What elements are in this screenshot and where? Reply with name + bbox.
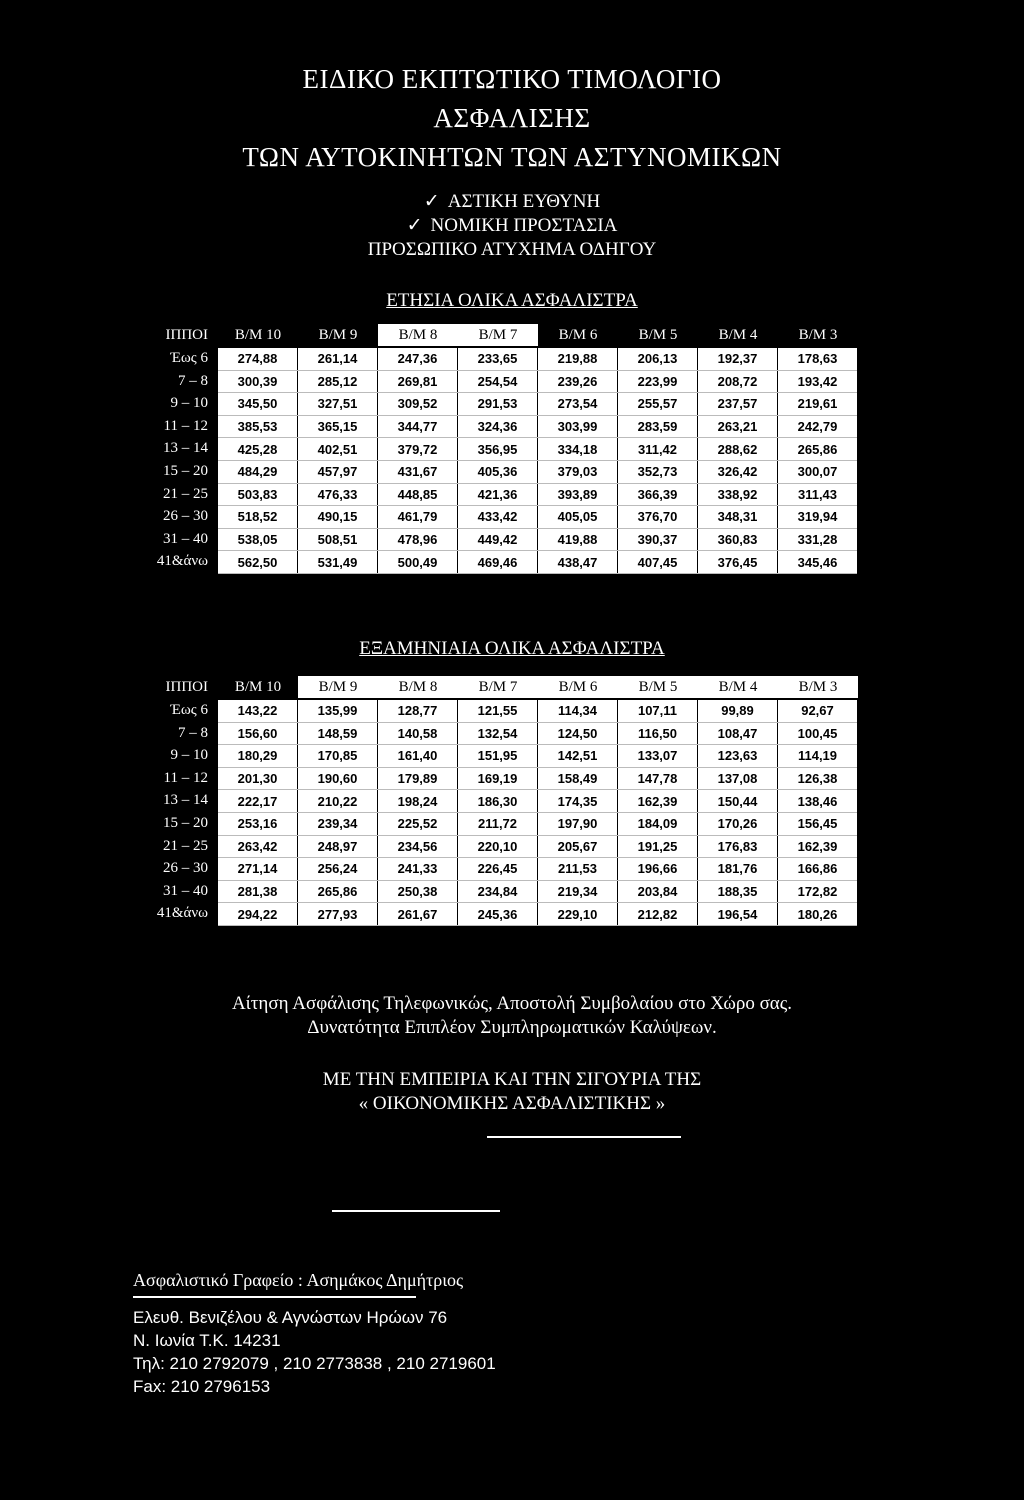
row-label: 11 – 12 — [163, 769, 208, 786]
table-cell: 457,97 — [298, 460, 378, 483]
table-cell: 254,54 — [458, 370, 538, 393]
slogan-line: « ΟΙΚΟΝΟΜΙΚΗΣ ΑΣΦΑΛΙΣΤΙΚΗΣ » — [358, 1093, 666, 1114]
table-cell: 166,86 — [778, 858, 858, 881]
table-cell: 425,28 — [218, 438, 298, 461]
table-cell: 490,15 — [298, 506, 378, 529]
table-cell: 461,79 — [378, 506, 458, 529]
column-header: Β/Μ 7 — [458, 676, 538, 698]
table-cell: 186,30 — [458, 790, 538, 813]
table-cell: 274,88 — [218, 348, 298, 370]
slogan — [0, 1068, 1024, 1116]
column-header: Β/Μ 7 — [458, 324, 538, 346]
table-cell: 150,44 — [698, 790, 778, 813]
annual-premium-table — [218, 348, 857, 574]
table-cell: 147,78 — [618, 767, 698, 790]
row-label: 21 – 25 — [163, 837, 208, 854]
table-cell: 223,99 — [618, 370, 698, 393]
table-cell: 390,37 — [618, 528, 698, 551]
row-label: 31 – 40 — [163, 882, 208, 899]
row-label: 7 – 8 — [178, 372, 208, 389]
row-label: 41&άνω — [156, 553, 208, 570]
table-cell: 433,42 — [458, 506, 538, 529]
table-cell: 219,88 — [538, 348, 618, 370]
column-header: Β/Μ 6 — [558, 327, 598, 343]
table-cell: 156,60 — [218, 722, 298, 745]
table-cell: 114,19 — [778, 745, 858, 768]
table-cell: 500,49 — [378, 551, 458, 574]
table-cell: 128,77 — [378, 700, 458, 722]
table-cell: 476,33 — [298, 483, 378, 506]
semiannual-title: ΕΞΑΜΗΝΙΑΙΑ ΟΛΙΚΑ ΑΣΦΑΛΙΣΤΡΑ — [359, 638, 665, 659]
table-cell: 283,59 — [618, 415, 698, 438]
table-cell: 138,46 — [778, 790, 858, 813]
row-header-label: ΙΠΠΟΙ — [165, 679, 208, 695]
table-cell: 271,14 — [218, 858, 298, 881]
row-label: 26 – 30 — [163, 860, 208, 877]
table-cell: 137,08 — [698, 767, 778, 790]
table-cell: 234,56 — [378, 835, 458, 858]
table-cell: 188,35 — [698, 880, 778, 903]
table-cell: 405,05 — [538, 506, 618, 529]
table-cell: 263,42 — [218, 835, 298, 858]
table-cell: 156,45 — [778, 812, 858, 835]
table-cell: 142,51 — [538, 745, 618, 768]
row-label: 9 – 10 — [170, 747, 208, 764]
table-cell: 193,42 — [778, 370, 858, 393]
column-header: Β/Μ 5 — [638, 327, 678, 343]
table-cell: 196,66 — [618, 858, 698, 881]
semiannual-premium-table — [218, 700, 857, 926]
title-line: ΕΙΔΙΚΟ ΕΚΠΤΩΤΙΚΟ ΤΙΜΟΛΟΓΙΟ — [302, 64, 722, 94]
table-cell: 393,89 — [538, 483, 618, 506]
coverage-item: ΠΡΟΣΩΠΙΚΟ ΑΤΥΧΗΜΑ ΟΔΗΓΟΥ — [367, 239, 657, 260]
table-cell: 484,29 — [218, 460, 298, 483]
table-cell: 176,83 — [698, 835, 778, 858]
table-cell: 250,38 — [378, 880, 458, 903]
column-header: Β/Μ 10 — [234, 679, 282, 695]
column-header: Β/Μ 5 — [618, 676, 698, 698]
coverage-list — [0, 190, 1024, 262]
table-cell: 205,67 — [538, 835, 618, 858]
table-row — [218, 483, 857, 506]
table-cell: 211,53 — [538, 858, 618, 881]
table-cell: 300,07 — [778, 460, 858, 483]
table-cell: 273,54 — [538, 393, 618, 416]
table-cell: 116,50 — [618, 722, 698, 745]
column-header: Β/Μ 6 — [538, 676, 618, 698]
row-label: 11 – 12 — [163, 417, 208, 434]
note-line: Δυνατότητα Επιπλέον Συμπληρωματικών Καλύψεων. — [307, 1017, 717, 1038]
table-cell: 181,76 — [698, 858, 778, 881]
table-cell: 241,33 — [378, 858, 458, 881]
table-cell: 253,16 — [218, 812, 298, 835]
table-cell: 285,12 — [298, 370, 378, 393]
table-cell: 133,07 — [618, 745, 698, 768]
coverage-item: ✓ ΑΣΤΙΚΗ ΕΥΘΥΝΗ — [423, 191, 601, 212]
table-row — [218, 745, 857, 768]
column-header: Β/Μ 4 — [698, 676, 778, 698]
table-cell: 126,38 — [778, 767, 858, 790]
table-cell: 212,82 — [618, 903, 698, 926]
row-header-label: ΙΠΠΟΙ — [165, 327, 208, 343]
column-header: Β/Μ 8 — [378, 676, 458, 698]
table-cell: 100,45 — [778, 722, 858, 745]
table-cell: 449,42 — [458, 528, 538, 551]
column-header: Β/Μ 3 — [778, 676, 858, 698]
column-header: Β/Μ 4 — [718, 327, 758, 343]
table-cell: 311,43 — [778, 483, 858, 506]
table-cell: 211,72 — [458, 812, 538, 835]
table-cell: 538,05 — [218, 528, 298, 551]
row-label: Έως 6 — [170, 350, 208, 366]
table-row — [218, 880, 857, 903]
table-cell: 162,39 — [618, 790, 698, 813]
address-line: Fax: 210 2796153 — [133, 1377, 271, 1396]
table-cell: 319,94 — [778, 506, 858, 529]
row-label: 21 – 25 — [163, 485, 208, 502]
table-cell: 132,54 — [458, 722, 538, 745]
table-cell: 219,34 — [538, 880, 618, 903]
table-row — [218, 460, 857, 483]
table-cell: 196,54 — [698, 903, 778, 926]
table-cell: 184,09 — [618, 812, 698, 835]
address-line: Ν. Ιωνία Τ.Κ. 14231 — [133, 1331, 281, 1350]
row-label: 9 – 10 — [170, 395, 208, 412]
slogan-line: ΜΕ ΤΗΝ ΕΜΠΕΙΡΙΑ ΚΑΙ ΤΗΝ ΣΙΓΟΥΡΙΑ ΤΗΣ — [322, 1069, 702, 1090]
table-cell: 201,30 — [218, 767, 298, 790]
annual-title: ΕΤΗΣΙΑ ΟΛΙΚΑ ΑΣΦΑΛΙΣΤΡΑ — [386, 290, 638, 311]
table-cell: 256,24 — [298, 858, 378, 881]
table-cell: 206,13 — [618, 348, 698, 370]
table-cell: 345,50 — [218, 393, 298, 416]
table-cell: 366,39 — [618, 483, 698, 506]
table-cell: 178,63 — [778, 348, 858, 370]
divider — [487, 1136, 681, 1138]
table-row — [218, 370, 857, 393]
table-cell: 239,26 — [538, 370, 618, 393]
table-row — [218, 348, 857, 370]
checkmark-icon: ✓ — [406, 215, 423, 236]
table-cell: 108,47 — [698, 722, 778, 745]
table-row — [218, 903, 857, 926]
table-cell: 402,51 — [298, 438, 378, 461]
table-cell: 405,36 — [458, 460, 538, 483]
office-name: Ασφαλιστικό Γραφείο : Ασημάκος Δημήτριος — [133, 1270, 464, 1290]
table-cell: 263,21 — [698, 415, 778, 438]
row-label: 13 – 14 — [163, 440, 208, 457]
table-cell: 326,42 — [698, 460, 778, 483]
table-cell: 229,10 — [538, 903, 618, 926]
office-address — [133, 1306, 496, 1398]
table-cell: 334,18 — [538, 438, 618, 461]
table-row — [218, 506, 857, 529]
table-cell: 438,47 — [538, 551, 618, 574]
table-cell: 162,39 — [778, 835, 858, 858]
table-cell: 448,85 — [378, 483, 458, 506]
table-cell: 431,67 — [378, 460, 458, 483]
table-cell: 376,70 — [618, 506, 698, 529]
checkmark-icon: ✓ — [423, 191, 440, 212]
table-cell: 348,31 — [698, 506, 778, 529]
table-cell: 158,49 — [538, 767, 618, 790]
table-cell: 300,39 — [218, 370, 298, 393]
table-cell: 356,95 — [458, 438, 538, 461]
document-title — [0, 60, 1024, 177]
table-row — [218, 551, 857, 574]
table-cell: 269,81 — [378, 370, 458, 393]
table-cell: 518,52 — [218, 506, 298, 529]
table-cell: 219,61 — [778, 393, 858, 416]
table-cell: 379,72 — [378, 438, 458, 461]
table-cell: 190,60 — [298, 767, 378, 790]
table-cell: 508,51 — [298, 528, 378, 551]
table-cell: 421,36 — [458, 483, 538, 506]
table-row — [218, 790, 857, 813]
table-cell: 222,17 — [218, 790, 298, 813]
table-cell: 170,26 — [698, 812, 778, 835]
table-cell: 180,29 — [218, 745, 298, 768]
table-cell: 309,52 — [378, 393, 458, 416]
table-cell: 265,86 — [298, 880, 378, 903]
table-row — [218, 722, 857, 745]
coverage-item: ✓ ΝΟΜΙΚΗ ΠΡΟΣΤΑΣΙΑ — [406, 215, 618, 236]
table-cell: 291,53 — [458, 393, 538, 416]
table-cell: 179,89 — [378, 767, 458, 790]
table-cell: 169,19 — [458, 767, 538, 790]
notes — [0, 992, 1024, 1040]
row-label: Έως 6 — [170, 702, 208, 718]
column-header: Β/Μ 8 — [378, 324, 458, 346]
table-cell: 135,99 — [298, 700, 378, 722]
table-cell: 234,84 — [458, 880, 538, 903]
table-cell: 531,49 — [298, 551, 378, 574]
table-cell: 225,52 — [378, 812, 458, 835]
table-row — [218, 767, 857, 790]
table-cell: 352,73 — [618, 460, 698, 483]
table-cell: 143,22 — [218, 700, 298, 722]
table-cell: 239,34 — [298, 812, 378, 835]
table-cell: 197,90 — [538, 812, 618, 835]
row-label: 7 – 8 — [178, 724, 208, 741]
annual-column-header — [0, 324, 1024, 346]
table-cell: 107,11 — [618, 700, 698, 722]
table-cell: 385,53 — [218, 415, 298, 438]
row-label: 31 – 40 — [163, 530, 208, 547]
table-cell: 220,10 — [458, 835, 538, 858]
table-row — [218, 700, 857, 722]
table-row — [218, 528, 857, 551]
table-cell: 247,36 — [378, 348, 458, 370]
table-cell: 121,55 — [458, 700, 538, 722]
address-line: Τηλ: 210 2792079 , 210 2773838 , 210 2719601 — [133, 1354, 496, 1373]
table-cell: 123,63 — [698, 745, 778, 768]
table-cell: 562,50 — [218, 551, 298, 574]
table-cell: 303,99 — [538, 415, 618, 438]
table-cell: 376,45 — [698, 551, 778, 574]
table-cell: 198,24 — [378, 790, 458, 813]
table-cell: 503,83 — [218, 483, 298, 506]
table-cell: 226,45 — [458, 858, 538, 881]
table-cell: 192,37 — [698, 348, 778, 370]
table-cell: 360,83 — [698, 528, 778, 551]
table-row — [218, 835, 857, 858]
note-line: Αίτηση Ασφάλισης Τηλεφωνικώς, Αποστολή Συμβολαίου στο Χώρο σας. — [231, 993, 793, 1014]
table-cell: 261,14 — [298, 348, 378, 370]
table-cell: 161,40 — [378, 745, 458, 768]
table-cell: 124,50 — [538, 722, 618, 745]
semiannual-column-header — [0, 676, 1024, 698]
table-cell: 338,92 — [698, 483, 778, 506]
table-cell: 288,62 — [698, 438, 778, 461]
column-header: Β/Μ 9 — [318, 327, 358, 343]
row-label: 15 – 20 — [163, 815, 208, 831]
table-cell: 311,42 — [618, 438, 698, 461]
table-cell: 478,96 — [378, 528, 458, 551]
title-line: ΤΩΝ ΑΥΤΟΚΙΝΗΤΩΝ ΤΩΝ ΑΣΤΥΝΟΜΙΚΩΝ — [242, 142, 782, 172]
table-cell: 148,59 — [298, 722, 378, 745]
table-cell: 114,34 — [538, 700, 618, 722]
table-cell: 208,72 — [698, 370, 778, 393]
divider — [332, 1210, 500, 1212]
table-cell: 170,85 — [298, 745, 378, 768]
table-cell: 172,82 — [778, 880, 858, 903]
table-cell: 345,46 — [778, 551, 858, 574]
table-cell: 344,77 — [378, 415, 458, 438]
row-label: 13 – 14 — [163, 792, 208, 809]
table-cell: 331,28 — [778, 528, 858, 551]
table-cell: 92,67 — [778, 700, 858, 722]
table-row — [218, 393, 857, 416]
column-header: Β/Μ 10 — [234, 327, 282, 343]
table-cell: 191,25 — [618, 835, 698, 858]
table-cell: 245,36 — [458, 903, 538, 926]
row-label: 15 – 20 — [163, 463, 208, 479]
table-cell: 469,46 — [458, 551, 538, 574]
table-cell: 324,36 — [458, 415, 538, 438]
table-cell: 210,22 — [298, 790, 378, 813]
table-cell: 261,67 — [378, 903, 458, 926]
table-cell: 151,95 — [458, 745, 538, 768]
table-cell: 294,22 — [218, 903, 298, 926]
table-cell: 255,57 — [618, 393, 698, 416]
table-cell: 277,93 — [298, 903, 378, 926]
table-cell: 379,03 — [538, 460, 618, 483]
column-header: Β/Μ 3 — [798, 327, 838, 343]
table-row — [218, 438, 857, 461]
address-line: Ελευθ. Βενιζέλου & Αγνώστων Ηρώων 76 — [133, 1308, 448, 1327]
title-line: ΑΣΦΑΛΙΣΗΣ — [433, 103, 591, 133]
column-header: Β/Μ 9 — [298, 676, 378, 698]
table-cell: 327,51 — [298, 393, 378, 416]
table-row — [218, 415, 857, 438]
table-cell: 365,15 — [298, 415, 378, 438]
table-row — [218, 812, 857, 835]
table-cell: 180,26 — [778, 903, 858, 926]
table-cell: 242,79 — [778, 415, 858, 438]
table-cell: 99,89 — [698, 700, 778, 722]
table-cell: 281,38 — [218, 880, 298, 903]
table-cell: 203,84 — [618, 880, 698, 903]
table-cell: 265,86 — [778, 438, 858, 461]
table-row — [218, 858, 857, 881]
office-underline — [133, 1296, 416, 1298]
table-cell: 140,58 — [378, 722, 458, 745]
table-cell: 237,57 — [698, 393, 778, 416]
table-cell: 233,65 — [458, 348, 538, 370]
table-cell: 407,45 — [618, 551, 698, 574]
row-label: 41&άνω — [156, 905, 208, 922]
table-cell: 174,35 — [538, 790, 618, 813]
row-label: 26 – 30 — [163, 508, 208, 525]
table-cell: 248,97 — [298, 835, 378, 858]
table-cell: 419,88 — [538, 528, 618, 551]
